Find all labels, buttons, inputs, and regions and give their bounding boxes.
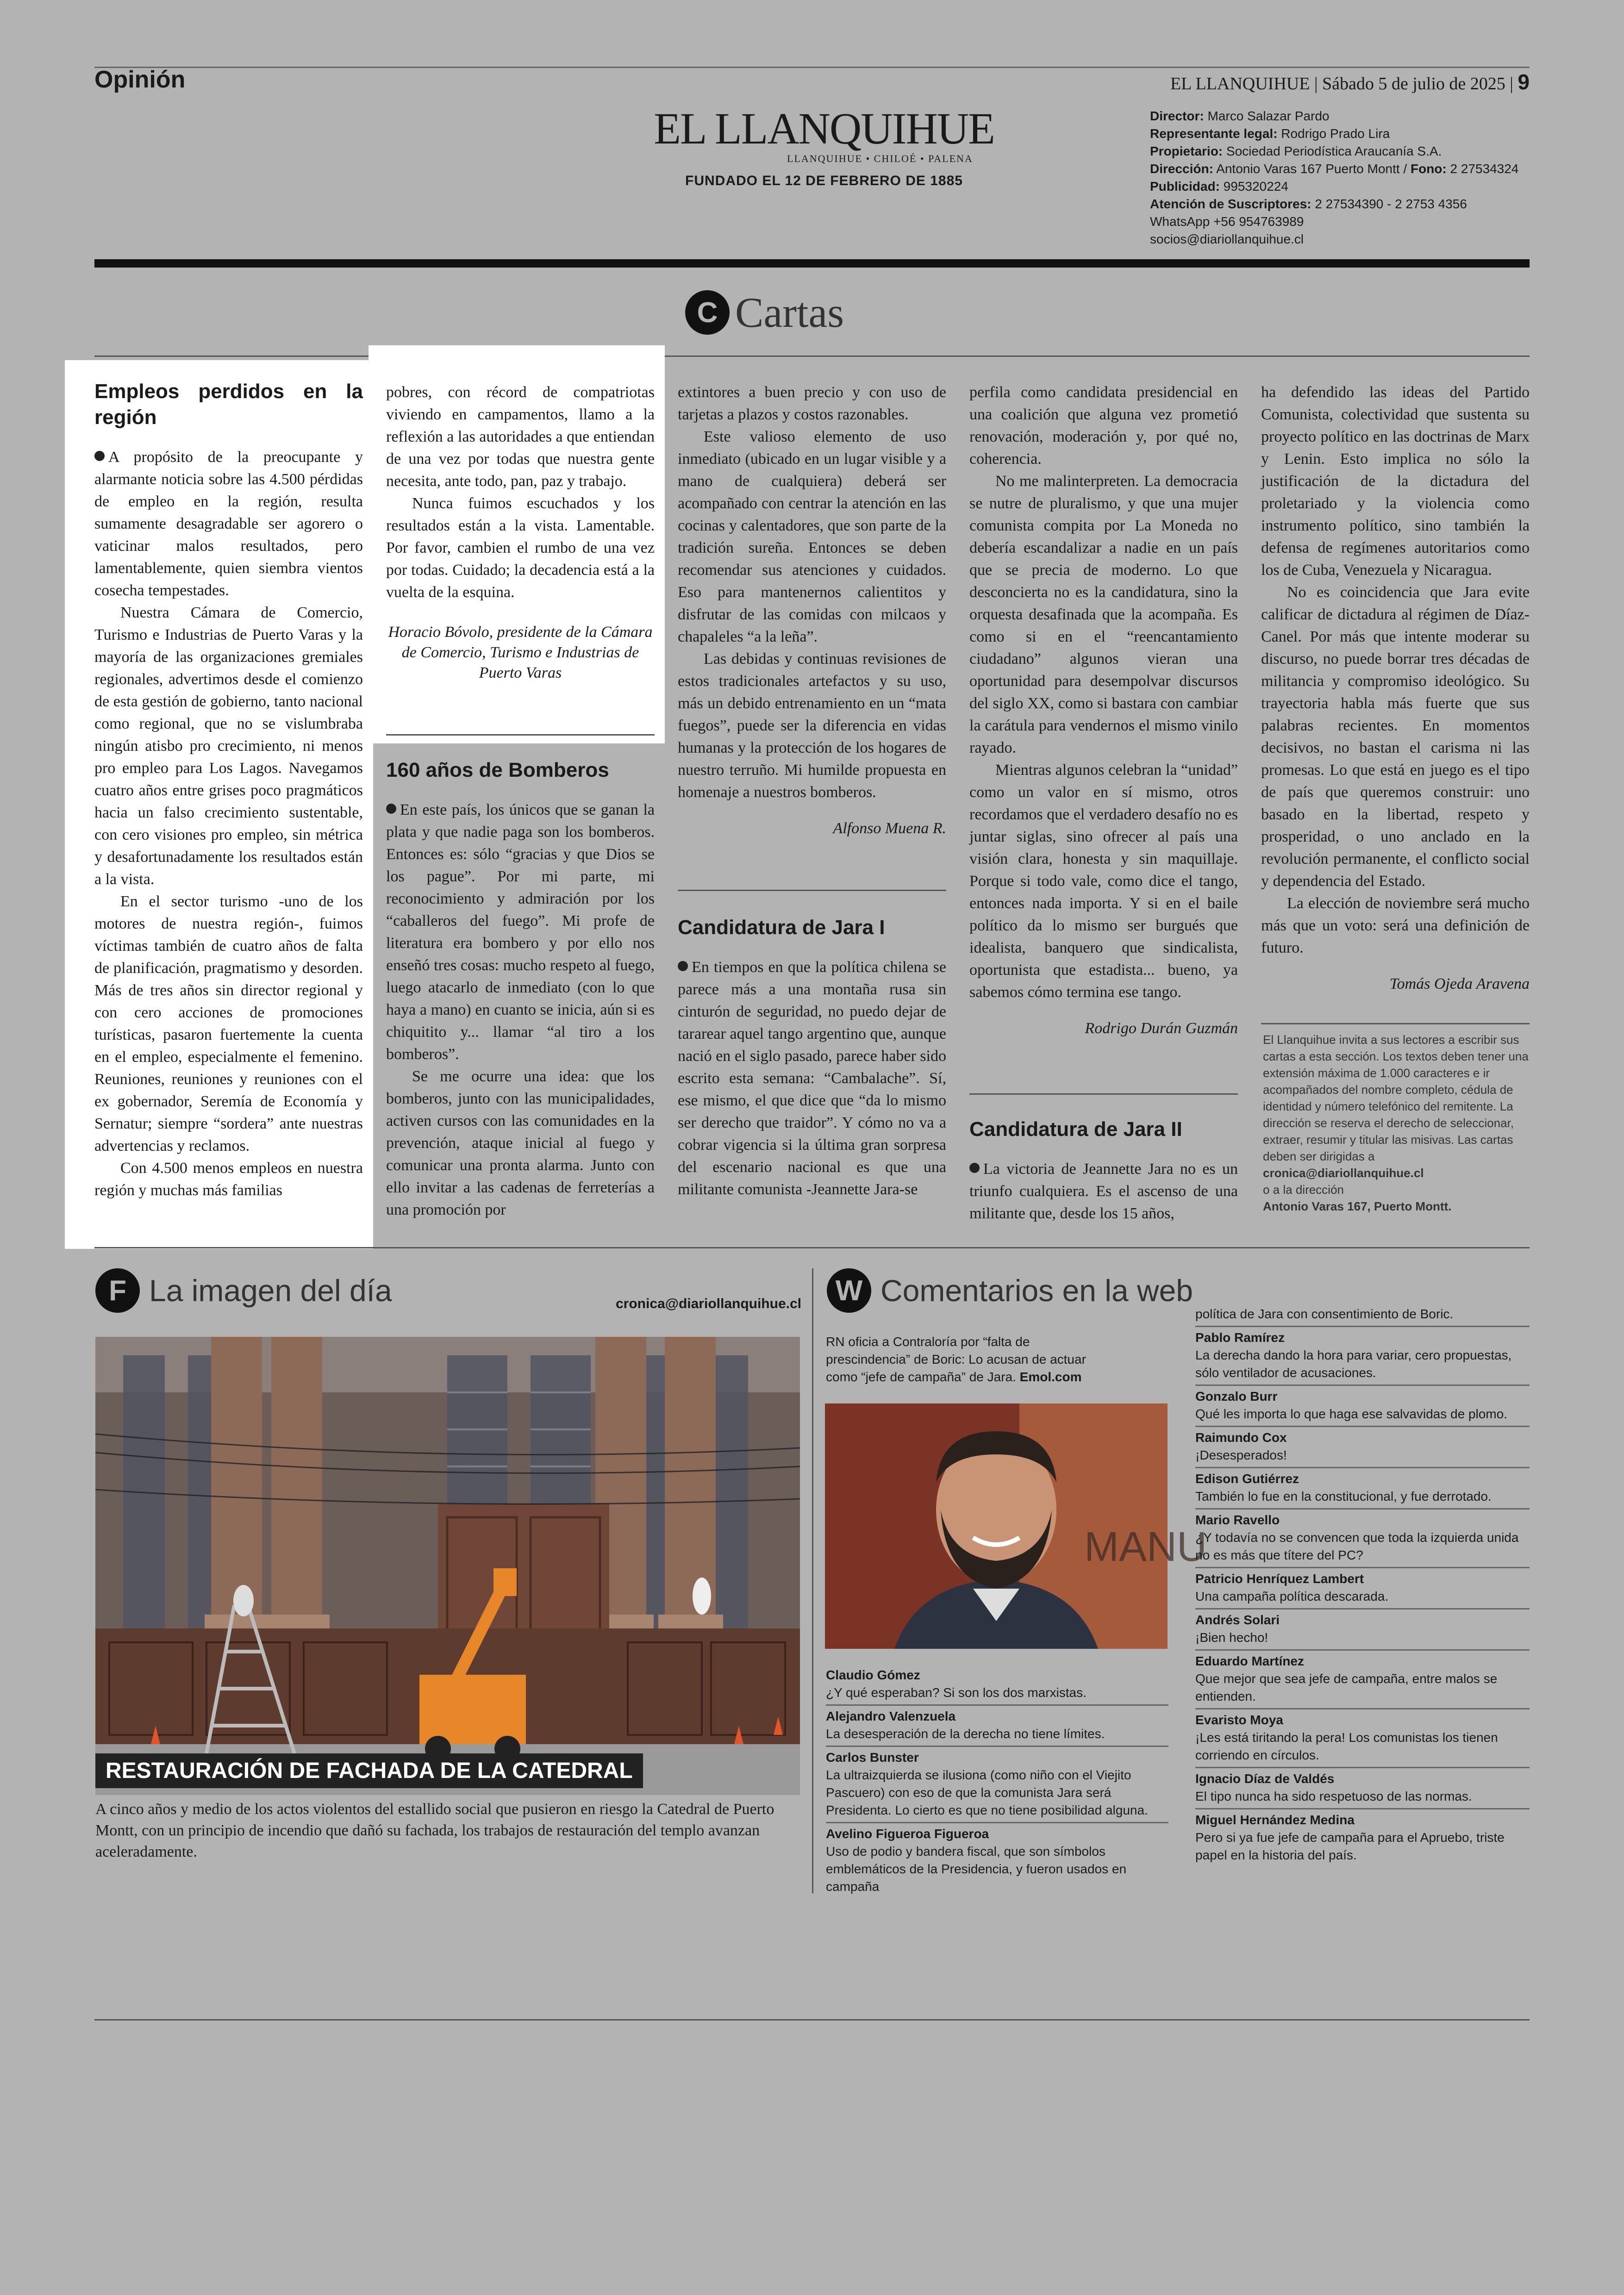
letter-jara-1-continued: perfila como candidata presidencial en una coalición que alguna vez prometió renovación, moderación y, por qué no, coherencia. No me malinterpreten. La democracia se nutre de pluralismo, y que una mujer comunista compita por La Moneda no debería escandalizar a nadie en un país que se precia de moderno. Lo que desconcierta no es la candidatura, sino la orquesta desafinada que la acompaña. Es como si en el “reencantamiento ciudadano” algunos vieran una oportunidad para desempolvar discursos del siglo XX, como si bastara con cambiar la carátula para vendernos el mismo vinilo rayado. Mientras algunos celebran la “unidad” como un valor en sí mismo, otros recordamos que el verdadero desafío no es juntar siglas, sino ofrecer al país una visión clara, honesta y sin maquillaje. Porque si todo vale, como dice el tango, entonces nada importa. Y si en el baile político da lo mismo ser burgués que idealista, banquero que sindicalista, oportunista que estadista... bueno, ya sabemos cómo termina ese tango. Rodrigo Durán Guzmán — [969, 381, 1238, 1040]
letter-jara-1: Candidatura de Jara I En tiempos en que la política chilena se parece más a una montaña rusa sin cinturón de seguridad, no puedo dejar de tararear aquel tango argentino que, aunque nació en el siglo pasado, parece haber sido escrito esta semana: “Cambalache”. Sí, ese mismo, el que dice que “da lo mismo ser derecho que traidor”. Y cómo no va a cobrar vigencia si la última gran sorpresa del escenario nacional es que una militante comunista -Jeannette Jara-se — [678, 915, 946, 1201]
web-title: Comentarios en la web — [881, 1273, 1193, 1308]
comment: Evaristo Moya ¡Les está tiritando la pera! Los comunistas los tienen corriendo en círculos. — [1195, 1709, 1530, 1768]
imagen-icon: F — [95, 1268, 140, 1313]
comment: Eduardo Martínez Que mejor que sea jefe de campaña, entre malos se entienden. — [1195, 1651, 1530, 1709]
signature: Rodrigo Durán Guzmán — [1085, 1020, 1238, 1037]
photo-caption: A cinco años y medio de los actos violentos del estallido social que pusieron en riesgo la Catedral de Puerto Montt, con un principio de incendio que dañó su fachada, los trabajos de restauración del templo avanzan aceleradamente. — [95, 1801, 775, 1860]
letter-empleos: Empleos perdidos en la región A propósito de la preocupante y alarmante noticia sobre las 4.500 pérdidas de empleo en la región, resulta sumamente desagradable ser agorero o vaticinar malos resultados, pero lamentablemente, quien siembra vientos cosecha tempestades. Nuestra Cámara de Comercio, Turismo e Industrias de Puerto Varas y la mayoría de las organizaciones gremiales regionales, advertimos desde el comienzo de esta gestión de gobierno, tanto nacional como regional, que no se vislumbraba ningún atisbo pro crecimiento, ni menos pro empleo para Los Lagos. Navegamos cuatro años entre grises poco pragmáticos hacia un falso crecimiento sustentable, con cero visiones pro empleo, sin métrica y desafortunadamente los resultados están a la vista. En el sector turismo -uno de los motores de nuestra región-, fuimos víctimas también de cuatro años de falta de planificación, pragmatismo y desorden. Más de tres años sin director regional y con cero acciones de promociones turísticas, pasaron fuertemente la cuenta en el empleo, especialmente el femenino. Reuniones, reuniones y reuniones con el ex gobernador, Seremía de Economía y Sernatur; siempre “sordera” ante nuestras advertencias y reclamos. Con 4.500 menos empleos en nuestra región y muchas más familias — [94, 379, 363, 1202]
staff-box — [1150, 107, 1548, 248]
comment: Andrés Solari ¡Bien hecho! — [1195, 1609, 1530, 1651]
comment: Pablo Ramírez La derecha dando la hora para variar, cero propuestas, sólo ventilador de acusaciones. — [1195, 1327, 1530, 1386]
portrait-image — [825, 1403, 1207, 1649]
comment: Raimundo Cox ¡Desesperados! — [1195, 1427, 1530, 1468]
bullet-icon — [94, 451, 105, 461]
imagen-email[interactable]: cronica@diariollanquihue.cl — [616, 1296, 802, 1311]
issue-line — [1170, 69, 1530, 94]
section-divider — [94, 1247, 1530, 1248]
header-bar — [94, 259, 1530, 268]
comment: Alejandro Valenzuela La desesperación de la derecha no tiene límites. — [826, 1706, 1168, 1747]
cartas-icon: C — [685, 290, 730, 335]
web-source[interactable]: Emol.com — [1019, 1370, 1082, 1384]
staff-ads: Publicidad: 995320224 — [1150, 179, 1288, 193]
staff-director: Director: Marco Salazar Pardo — [1150, 109, 1330, 123]
photo-caption-title: RESTAURACIÓN DE FACHADA DE LA CATEDRAL — [95, 1753, 643, 1788]
cathedral-photo — [95, 1337, 800, 1795]
imagen-title: La imagen del día — [149, 1273, 392, 1308]
cartas-heading — [685, 287, 844, 338]
comment: Edison Gutiérrez También lo fue en la constitucional, y fue derrotado. — [1195, 1468, 1530, 1509]
comments-right — [1195, 1303, 1530, 1867]
divider — [678, 890, 946, 891]
letter-title: Candidatura de Jara I — [678, 916, 885, 939]
signature: Alfonso Muena R. — [833, 820, 946, 837]
signature: Tomás Ojeda Aravena — [1389, 975, 1530, 992]
comment: Mario Ravello ¿Y todavía no se convencen que toda la izquierda unida no es más que títere del PC? — [1195, 1509, 1530, 1568]
signature: Horacio Bóvolo, presidente de la Cámara de Comercio, Turismo e Industrias de Puerto Varas — [388, 624, 653, 681]
issue-date: EL LLANQUIHUE | Sábado 5 de julio de 2025 | — [1170, 74, 1513, 94]
staff-address: Dirección: Antonio Varas 167 Puerto Montt / Fono: 2 27534324 — [1150, 162, 1519, 176]
founded-line: FUNDADO EL 12 DE FEBRERO DE 1885 — [685, 173, 963, 188]
divider — [969, 1093, 1238, 1095]
web-heading — [827, 1268, 1193, 1313]
note-email[interactable]: cronica@diariollanquihue.cl — [1263, 1166, 1424, 1180]
comment: Claudio Gómez ¿Y qué esperaban? Si son los dos marxistas. — [826, 1665, 1168, 1706]
note-address: Antonio Varas 167, Puerto Montt. — [1263, 1199, 1452, 1213]
letter-title: Empleos perdidos en la región — [94, 380, 363, 429]
cathedral-image — [95, 1337, 800, 1795]
letter-title: Candidatura de Jara II — [969, 1118, 1182, 1141]
reader-note: El Llanquihue invita a sus lectores a escribir sus cartas a esta sección. Los textos deben tener una extensión máxima de 1.000 caracteres e ir acompañados del nombre completo, cédula de identidad y número telefónico del remitente. La dirección se reserva el derecho de seleccionar, extraer, resumir y titular las misivas. Las cartas deben ser dirigidas a cronica@diariollanquihue.cl o a la dirección Antonio Varas 167, Puerto Montt. — [1263, 1033, 1529, 1213]
letter-jara-2: Candidatura de Jara II La victoria de Jeannette Jara no es un triunfo cualquiera. Es el ascenso de una militante que, desde los 15 años, — [969, 1116, 1238, 1225]
staff-subscribers: Atención de Suscriptores: 2 27534390 - 2 2753 4356 — [1150, 197, 1467, 211]
bullet-icon — [969, 1163, 980, 1173]
web-intro: RN oficia a Contraloría por “falta de prescindencia” de Boric: Lo acusan de actuar como “jefe de campaña” de Jara. Emol.com — [826, 1335, 1086, 1384]
footer-divider — [94, 2019, 1530, 2021]
cartas-title: Cartas — [735, 289, 844, 336]
boric-portrait — [825, 1403, 1207, 1649]
letter-title: 160 años de Bomberos — [386, 759, 609, 781]
comment: Carlos Bunster La ultraizquierda se ilusiona (como niño con el Viejito Pascuero) con eso de que la comunista Jara será Presidenta. Lo cierto es que no tiene posibilidad alguna. — [826, 1747, 1168, 1823]
bullet-icon — [386, 804, 396, 814]
column-divider — [812, 1268, 813, 1893]
comment: Ignacio Díaz de Valdés El tipo nunca ha sido respetuoso de las normas. — [1195, 1768, 1530, 1809]
letter-jara-2-continued: ha defendido las ideas del Partido Comunista, colectividad que sustenta su proyecto político en las doctrinas de Marx y Lenin. Esto implica no sólo la justificación de la dictadura del proletariado y la violencia como instrumento político, sino también la defensa de regímenes autoritarios como los de Cuba, Venezuela y Nicaragua. No es coincidencia que Jara evite calificar de dictadura al régimen de Díaz-Canel. Por más que intente moderar su discurso, no puede borrar tres décadas de militancia y compromiso ideológico. Su trayectoria habla más fuerte que sus palabras recientes. En momentos decisivos, no bastan el carisma ni las promesas. Lo que está en juego es el tipo de país que queremos construir: uno basado en la libertad, respeto y prosperidad, o uno anclado en la revolución permanente, el conflicto social y dependencia del Estado. La elección de noviembre será mucho más que un voto: será una definición de futuro. Tomás Ojeda Aravena — [1261, 381, 1530, 995]
comment: Patricio Henríquez Lambert Una campaña política descarada. — [1195, 1568, 1530, 1609]
divider — [386, 734, 655, 736]
comment: Gonzalo Burr Qué les importa lo que haga ese salvavidas de plomo. — [1195, 1386, 1530, 1427]
page-number: 9 — [1518, 70, 1530, 94]
staff-whatsapp: WhatsApp +56 954763989 — [1150, 214, 1304, 229]
comment: Miguel Hernández Medina Pero si ya fue jefe de campaña para el Apruebo, triste papel en la historia del país. — [1195, 1813, 1505, 1862]
divider — [1261, 1023, 1530, 1024]
staff-owner: Propietario: Sociedad Periodística Araucanía S.A. — [1150, 144, 1442, 158]
comment-continued: política de Jara con consentimiento de Boric. — [1195, 1303, 1530, 1327]
masthead-name: EL LLANQUIHUE — [654, 104, 994, 153]
bullet-icon — [678, 961, 688, 971]
staff-legal: Representante legal: Rodrigo Prado Lira — [1150, 126, 1390, 141]
divider — [94, 355, 1530, 357]
masthead — [639, 106, 1009, 189]
masthead-subtitle: LLANQUIHUE • CHILOÉ • PALENA — [787, 153, 973, 164]
comment: Avelino Figueroa Figueroa Uso de podio y bandera fiscal, que son símbolos emblemáticos de la Presidencia, y fueron usados en campaña — [826, 1827, 1127, 1894]
imagen-heading — [95, 1268, 392, 1313]
comments-left — [826, 1665, 1168, 1898]
letter-bomberos-continued: extintores a buen precio y con uso de tarjetas a plazos y costos razonables. Este valioso elemento de uso inmediato (ubicado en un lugar visible y a mano de cualquiera) deberá ser acompañado con centrar la atención en las cocinas y calentadores, que son parte de la tradición sureña. Entonces se deben recomendar sus atenciones y cuidados. Eso para mantenernos calientitos y disfrutar de las comidas con milcaos y chapaleles “a la leña”. Las debidas y continuas revisiones de estos tradicionales artefactos y su uso, más un debido entrenamiento en un “mata fuegos”, puede ser la diferencia en vidas humanas y la protección de los hogares de nuestro terruño. Mi humilde propuesta en homenaje a nuestros bomberos. Alfonso Muena R. — [678, 381, 946, 840]
staff-email[interactable]: socios@diariollanquihue.cl — [1150, 232, 1304, 246]
letter-empleos-continued: pobres, con récord de compatriotas viviendo en campamentos, llamo a la reflexión a las autoridades a que entiendan de una vez por todas que nuestra gente necesita, ante todo, pan, paz y trabajo. Nunca fuimos escuchados y los resultados están a la vista. Lamentable. Por favor, cambien el rumbo de una vez por todas. Cuidado; la decadencia está a la vuelta de la esquina. Horacio Bóvolo, presidente de la Cámara de Comercio, Turismo e Industrias de Puerto Varas — [386, 381, 655, 683]
background-sign-text: MANU — [1084, 1524, 1207, 1570]
section-label: Opinión — [94, 66, 186, 93]
letter-bomberos: 160 años de Bomberos En este país, los únicos que se ganan la plata y que nadie paga son los bomberos. Entonces es: sólo “gracias y que Dios se los pague”. Por mi parte, mi reconocimiento y admiración por los “caballeros del fuego”. Mi profe de literatura era bombero y por ello nos enseñó tres cosas: mucho respeto al fuego, luego atacarlo de inmediato (con lo que haya a mano) en cuanto se inicia, aún si es chiquitito y... llamar “al tiro a los bomberos”. Se me ocurre una idea: que los bomberos, junto con las municipalidades, activen cursos con las comunidades en la prevención, ataque inicial al fuego y comunicar una pronta alarma. Junto con ello invitar a las cadenas de ferreterías a una promoción por — [386, 757, 655, 1221]
web-icon: W — [827, 1268, 871, 1313]
